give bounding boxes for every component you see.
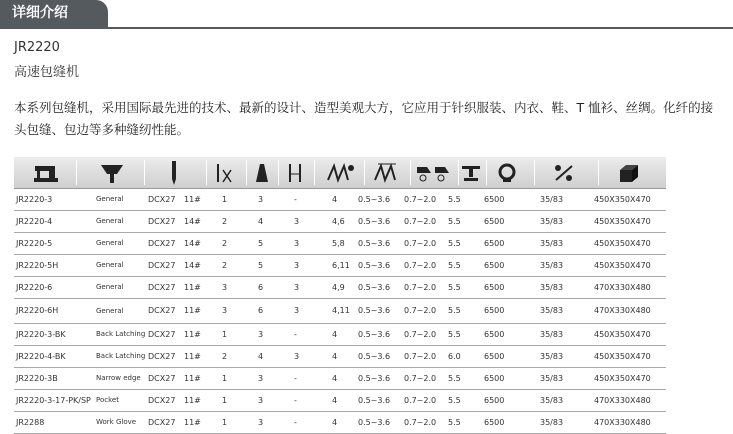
cell-needle-system: DCX27	[148, 217, 176, 226]
table-row	[14, 189, 666, 211]
cell-presser-lift: 5.5	[448, 306, 461, 315]
product-description: 本系列包缝机，采用国际最先进的技术、最新的设计、造型美观大方，它应用于针织服装、内衣、鞋、T 恤衫、丝绸。化纤的接头包缝、包边等多种缝纫性能。	[14, 100, 714, 137]
cell-needle-count: 2	[222, 352, 228, 361]
cell-feed-ratio: 0.7~2.0	[404, 283, 437, 292]
cell-type: Work Glove	[96, 418, 137, 426]
cell-needle-size: 11#	[184, 306, 201, 315]
cell-stitch-width: 3	[294, 283, 300, 292]
cell-needle-size: 11#	[184, 352, 201, 361]
thread-cone-icon	[252, 157, 272, 188]
table-row	[14, 255, 666, 277]
cell-feed-ratio: 0.7~2.0	[404, 217, 437, 226]
cell-dimensions: 470X330X480	[594, 306, 651, 315]
cell-model: JR2220-6H	[16, 306, 59, 315]
cell-differential-feed: 0.5~3.6	[358, 239, 391, 248]
table-row	[14, 233, 666, 255]
cell-presser-lift: 5.5	[448, 239, 461, 248]
cell-presser-lift: 5.5	[448, 418, 461, 427]
cell-needle-count: 1	[222, 195, 228, 204]
cell-stitch-length: 4	[332, 195, 338, 204]
cell-stitch-width: 3	[294, 306, 300, 315]
cell-model: JR2220-3-17-PK/SP	[16, 396, 91, 405]
table-row	[14, 324, 666, 346]
cell-differential-feed: 0.5~3.6	[358, 396, 391, 405]
presser-lift-icon	[460, 157, 482, 188]
cell-dimensions: 450X350X470	[594, 330, 651, 339]
table-row	[14, 211, 666, 233]
cell-thread-count: 5	[258, 239, 264, 248]
cell-presser-lift: 5.5	[448, 374, 461, 383]
cell-type: General	[96, 195, 124, 203]
cell-stitch-width: 3	[294, 352, 300, 361]
cell-needle-size: 11#	[184, 330, 201, 339]
cell-needle-count: 2	[222, 239, 228, 248]
cell-stitch-width: -	[294, 374, 297, 383]
cell-motor: 35/83	[540, 418, 564, 427]
detail-tab[interactable]: 详细介绍	[0, 0, 108, 27]
cell-dimensions: 450X350X470	[594, 374, 651, 383]
cell-needle-count: 1	[222, 418, 228, 427]
table-row	[14, 346, 666, 368]
cell-needle-size: 11#	[184, 396, 201, 405]
cell-needle-system: DCX27	[148, 396, 176, 405]
spec-table	[14, 157, 666, 434]
product-name: 高速包缝机	[14, 65, 80, 80]
cell-thread-count: 3	[258, 195, 264, 204]
cell-dimensions: 450X350X470	[594, 195, 651, 204]
cell-needle-count: 1	[222, 396, 228, 405]
cell-stitch-length: 4	[332, 396, 338, 405]
cell-dimensions: 470X330X480	[594, 283, 651, 292]
cell-needle-size: 11#	[184, 418, 201, 427]
cell-needle-size: 14#	[184, 217, 201, 226]
cell-motor: 35/83	[540, 352, 564, 361]
cell-type: Pocket	[96, 396, 119, 404]
cell-differential-feed: 0.5~3.6	[358, 283, 391, 292]
cell-speed: 6500	[484, 396, 505, 405]
cell-needle-system: DCX27	[148, 239, 176, 248]
cell-feed-ratio: 0.7~2.0	[404, 396, 437, 405]
cell-stitch-length: 5,8	[332, 239, 345, 248]
cell-presser-lift: 5.5	[448, 396, 461, 405]
cell-thread-count: 3	[258, 418, 264, 427]
cell-stitch-width: -	[294, 195, 297, 204]
cell-dimensions: 470X330X480	[594, 396, 651, 405]
cell-model: JR2220-3-BK	[16, 330, 66, 339]
cell-type: Back Latching	[96, 352, 146, 360]
cell-needle-system: DCX27	[148, 352, 176, 361]
cell-type: General	[96, 239, 124, 247]
motor-icon	[544, 157, 584, 188]
cell-presser-lift: 5.5	[448, 330, 461, 339]
stitch-length-icon	[322, 157, 358, 188]
cell-type: Narrow edge	[96, 374, 141, 382]
cell-type: General	[96, 307, 124, 315]
cell-model: JR2220-4-BK	[16, 352, 66, 361]
cell-type: General	[96, 283, 124, 291]
cell-needle-system: DCX27	[148, 330, 176, 339]
speed-icon	[492, 157, 522, 188]
cell-needle-size: 11#	[184, 374, 201, 383]
cell-motor: 35/83	[540, 283, 564, 292]
differential-feed-icon	[370, 157, 402, 188]
cell-speed: 6500	[484, 374, 505, 383]
stitch-width-icon	[284, 157, 306, 188]
cell-differential-feed: 0.5~3.6	[358, 352, 391, 361]
cell-needle-count: 3	[222, 306, 228, 315]
cell-model: JR2220-3B	[16, 374, 58, 383]
cell-differential-feed: 0.5~3.6	[358, 217, 391, 226]
cell-thread-count: 6	[258, 306, 264, 315]
cell-needle-count: 1	[222, 330, 228, 339]
cell-feed-ratio: 0.7~2.0	[404, 330, 437, 339]
cell-presser-lift: 6.0	[448, 352, 461, 361]
feed-ratio-icon	[414, 157, 454, 188]
cell-feed-ratio: 0.7~2.0	[404, 239, 437, 248]
table-row	[14, 277, 666, 299]
cell-presser-lift: 5.5	[448, 283, 461, 292]
cell-differential-feed: 0.5~3.6	[358, 418, 391, 427]
cell-thread-count: 3	[258, 330, 264, 339]
cell-needle-size: 14#	[184, 261, 201, 270]
cell-type: General	[96, 261, 124, 269]
cell-needle-count: 2	[222, 261, 228, 270]
cell-differential-feed: 0.5~3.6	[358, 330, 391, 339]
table-row	[14, 299, 666, 324]
cell-thread-count: 4	[258, 352, 264, 361]
cell-type: Back Latching	[96, 330, 146, 338]
cell-model: JR2220-3	[16, 195, 53, 204]
cell-needle-size: 11#	[184, 283, 201, 292]
needle-icon	[164, 157, 184, 188]
cell-stitch-width: -	[294, 396, 297, 405]
cell-stitch-width: -	[294, 330, 297, 339]
cell-speed: 6500	[484, 330, 505, 339]
cell-needle-system: DCX27	[148, 418, 176, 427]
cell-stitch-length: 4,6	[332, 217, 345, 226]
cell-thread-count: 6	[258, 283, 264, 292]
cell-type: General	[96, 217, 124, 225]
cell-motor: 35/83	[540, 396, 564, 405]
cell-stitch-length: 4	[332, 418, 338, 427]
cell-dimensions: 450X350X470	[594, 217, 651, 226]
cell-stitch-length: 4	[332, 330, 338, 339]
needle-count-icon	[214, 157, 236, 188]
cell-motor: 35/83	[540, 195, 564, 204]
cell-stitch-width: -	[294, 418, 297, 427]
cell-needle-system: DCX27	[148, 306, 176, 315]
cell-speed: 6500	[484, 283, 505, 292]
cell-stitch-width: 3	[294, 217, 300, 226]
cell-needle-system: DCX27	[148, 283, 176, 292]
cell-feed-ratio: 0.7~2.0	[404, 261, 437, 270]
cell-dimensions: 450X350X470	[594, 261, 651, 270]
cell-model: JR2220-5	[16, 239, 53, 248]
cell-presser-lift: 5.5	[448, 217, 461, 226]
cell-motor: 35/83	[540, 374, 564, 383]
table-row	[14, 412, 666, 434]
cell-model: JR2220-6	[16, 283, 53, 292]
cell-thread-count: 3	[258, 396, 264, 405]
cell-motor: 35/83	[540, 261, 564, 270]
cell-model: JR2288	[16, 418, 45, 427]
cell-motor: 35/83	[540, 217, 564, 226]
cell-stitch-length: 6,11	[332, 261, 350, 270]
cell-dimensions: 450X350X470	[594, 239, 651, 248]
cell-needle-size: 11#	[184, 195, 201, 204]
cell-feed-ratio: 0.7~2.0	[404, 306, 437, 315]
product-model: JR2220	[14, 40, 60, 55]
cell-motor: 35/83	[540, 306, 564, 315]
table-row	[14, 390, 666, 412]
cell-motor: 35/83	[540, 239, 564, 248]
cell-presser-lift: 5.5	[448, 195, 461, 204]
sewing-machine-icon	[28, 157, 64, 188]
table-row	[14, 368, 666, 390]
cell-speed: 6500	[484, 306, 505, 315]
cell-needle-system: DCX27	[148, 374, 176, 383]
cell-speed: 6500	[484, 239, 505, 248]
cell-needle-size: 14#	[184, 239, 201, 248]
cell-feed-ratio: 0.7~2.0	[404, 195, 437, 204]
cell-differential-feed: 0.5~3.6	[358, 195, 391, 204]
cell-stitch-length: 4,9	[332, 283, 345, 292]
cell-stitch-width: 3	[294, 239, 300, 248]
cell-needle-count: 2	[222, 217, 228, 226]
spec-table-body	[14, 189, 666, 434]
cell-speed: 6500	[484, 195, 505, 204]
cell-feed-ratio: 0.7~2.0	[404, 418, 437, 427]
cell-speed: 6500	[484, 352, 505, 361]
tab-divider	[0, 27, 733, 29]
cell-motor: 35/83	[540, 330, 564, 339]
cell-thread-count: 5	[258, 261, 264, 270]
cell-model: JR2220-5H	[16, 261, 59, 270]
cell-stitch-length: 4	[332, 374, 338, 383]
cell-thread-count: 4	[258, 217, 264, 226]
cell-presser-lift: 5.5	[448, 261, 461, 270]
cell-feed-ratio: 0.7~2.0	[404, 352, 437, 361]
cell-stitch-width: 3	[294, 261, 300, 270]
cell-differential-feed: 0.5~3.6	[358, 374, 391, 383]
cell-dimensions: 450X350X470	[594, 352, 651, 361]
cell-speed: 6500	[484, 261, 505, 270]
cell-speed: 6500	[484, 217, 505, 226]
cell-needle-count: 3	[222, 283, 228, 292]
cell-thread-count: 3	[258, 374, 264, 383]
cell-needle-system: DCX27	[148, 261, 176, 270]
cell-model: JR2220-4	[16, 217, 53, 226]
spec-table-header	[14, 157, 666, 189]
cell-differential-feed: 0.5~3.6	[358, 306, 391, 315]
dimensions-icon	[610, 157, 650, 188]
cell-feed-ratio: 0.7~2.0	[404, 374, 437, 383]
presser-foot-icon	[92, 157, 132, 188]
cell-speed: 6500	[484, 418, 505, 427]
cell-needle-system: DCX27	[148, 195, 176, 204]
cell-differential-feed: 0.5~3.6	[358, 261, 391, 270]
cell-dimensions: 470X330X480	[594, 418, 651, 427]
cell-stitch-length: 4	[332, 352, 338, 361]
cell-needle-count: 1	[222, 374, 228, 383]
cell-stitch-length: 4,11	[332, 306, 350, 315]
